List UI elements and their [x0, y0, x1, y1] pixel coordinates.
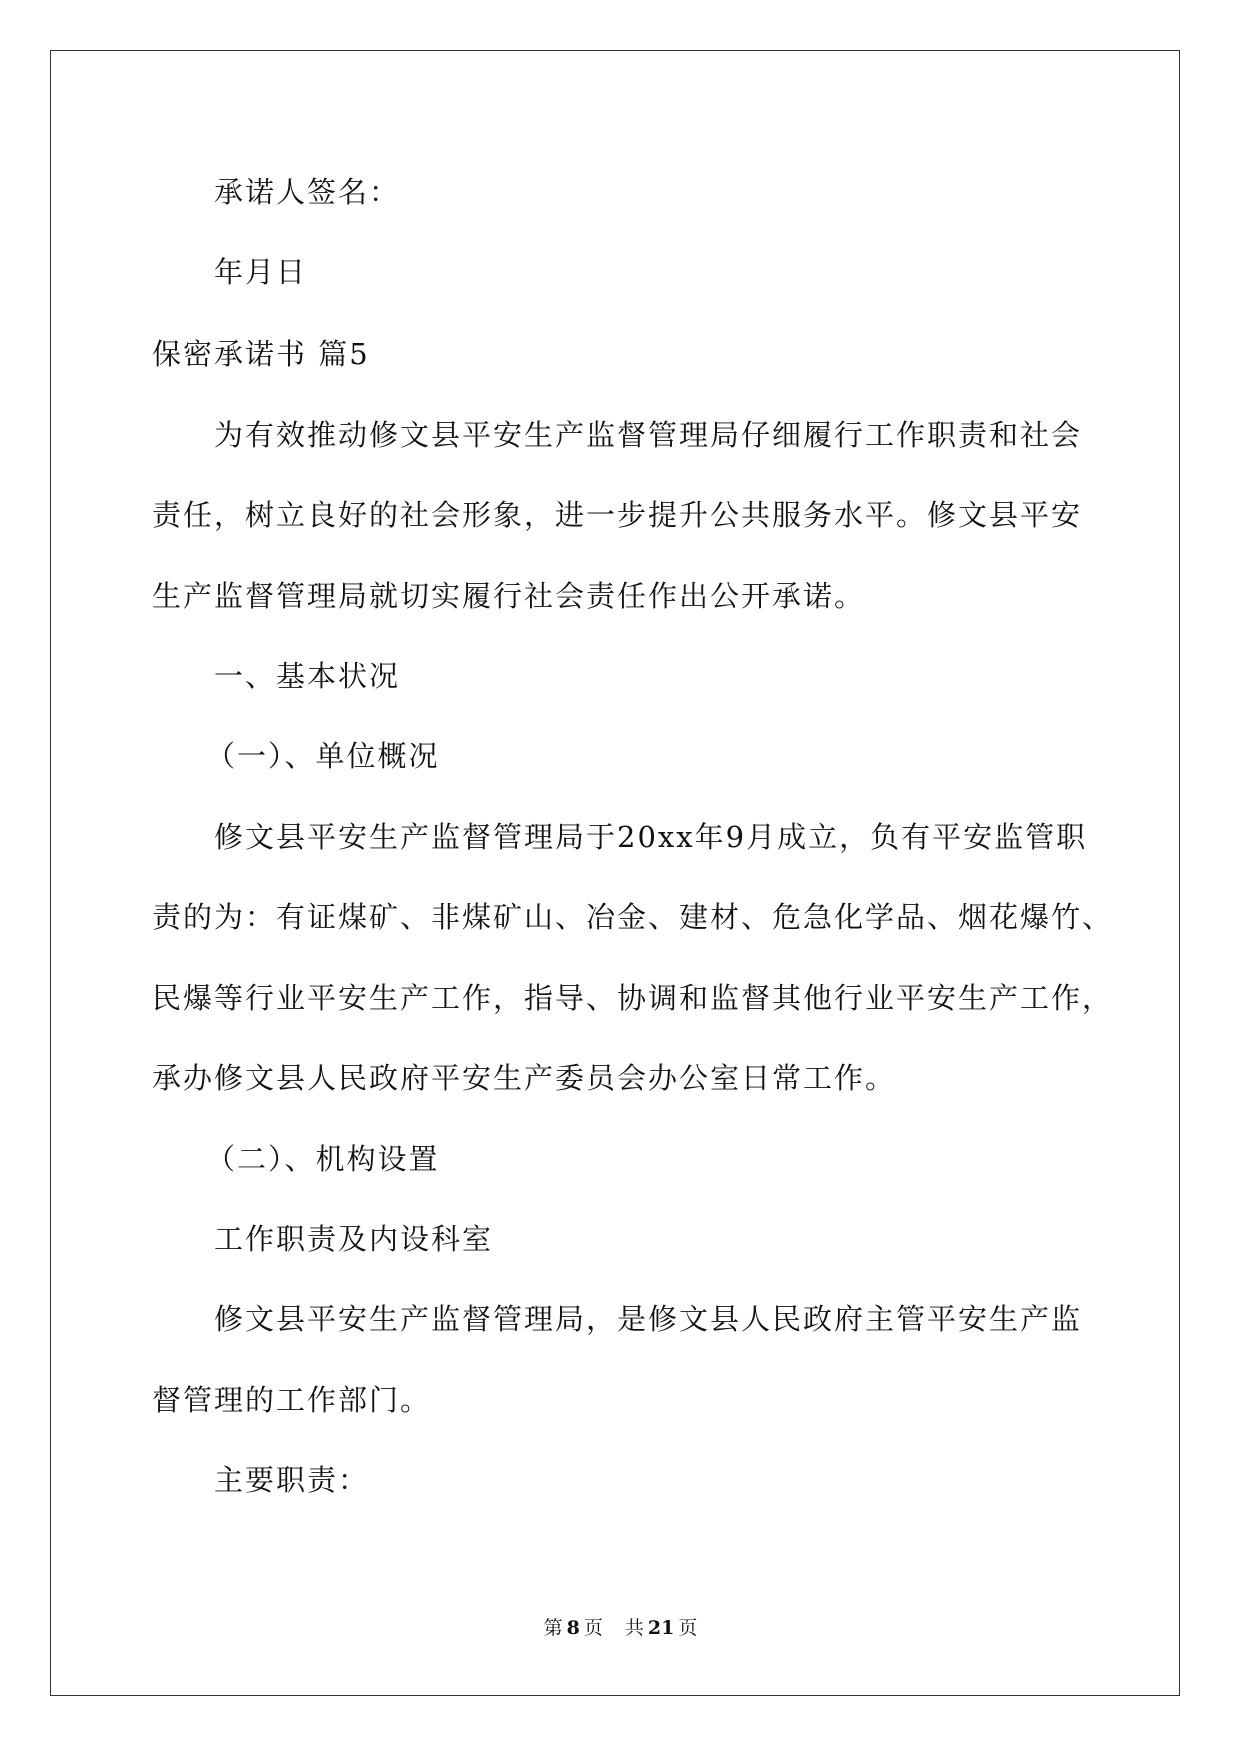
paragraph-line: 生产监督管理局就切实履行社会责任作出公开承诺。	[152, 579, 866, 613]
paragraph-line: 主要职责：	[214, 1463, 370, 1497]
subheading: （二）、机构设置	[206, 1142, 440, 1176]
paragraph-line: 修文县平安生产监督管理局，是修文县人民政府主管平安生产监	[214, 1302, 1083, 1336]
page-border	[50, 50, 1180, 1696]
page-number: 第 8 页	[543, 1617, 603, 1639]
paragraph-line: 责的为：有证煤矿、非煤矿山、冶金、建材、危急化学品、烟花爆竹、	[152, 900, 1114, 934]
page-total: 共 21 页	[624, 1617, 698, 1639]
paragraph-line: 督管理的工作部门。	[152, 1383, 432, 1417]
signature-line: 承诺人签名：	[214, 175, 401, 209]
paragraph-line: 修文县平安生产监督管理局于20xx年9月成立，负有平安监管职	[214, 820, 1088, 854]
subheading: 一、基本状况	[214, 659, 401, 693]
paragraph-line: 承办修文县人民政府平安生产委员会办公室日常工作。	[152, 1061, 897, 1095]
page-footer	[0, 1616, 1241, 1640]
date-line: 年月日	[214, 255, 308, 289]
subheading: （一）、单位概况	[206, 739, 440, 773]
paragraph-line: 工作职责及内设科室	[214, 1222, 494, 1256]
section-heading: 保密承诺书 篇5	[152, 337, 370, 371]
paragraph-line: 民爆等行业平安生产工作，指导、协调和监督其他行业平安生产工作，	[152, 981, 1114, 1015]
paragraph-line: 为有效推动修文县平安生产监督管理局仔细履行工作职责和社会	[214, 418, 1083, 452]
paragraph-line: 责任，树立良好的社会形象，进一步提升公共服务水平。修文县平安	[152, 498, 1083, 532]
